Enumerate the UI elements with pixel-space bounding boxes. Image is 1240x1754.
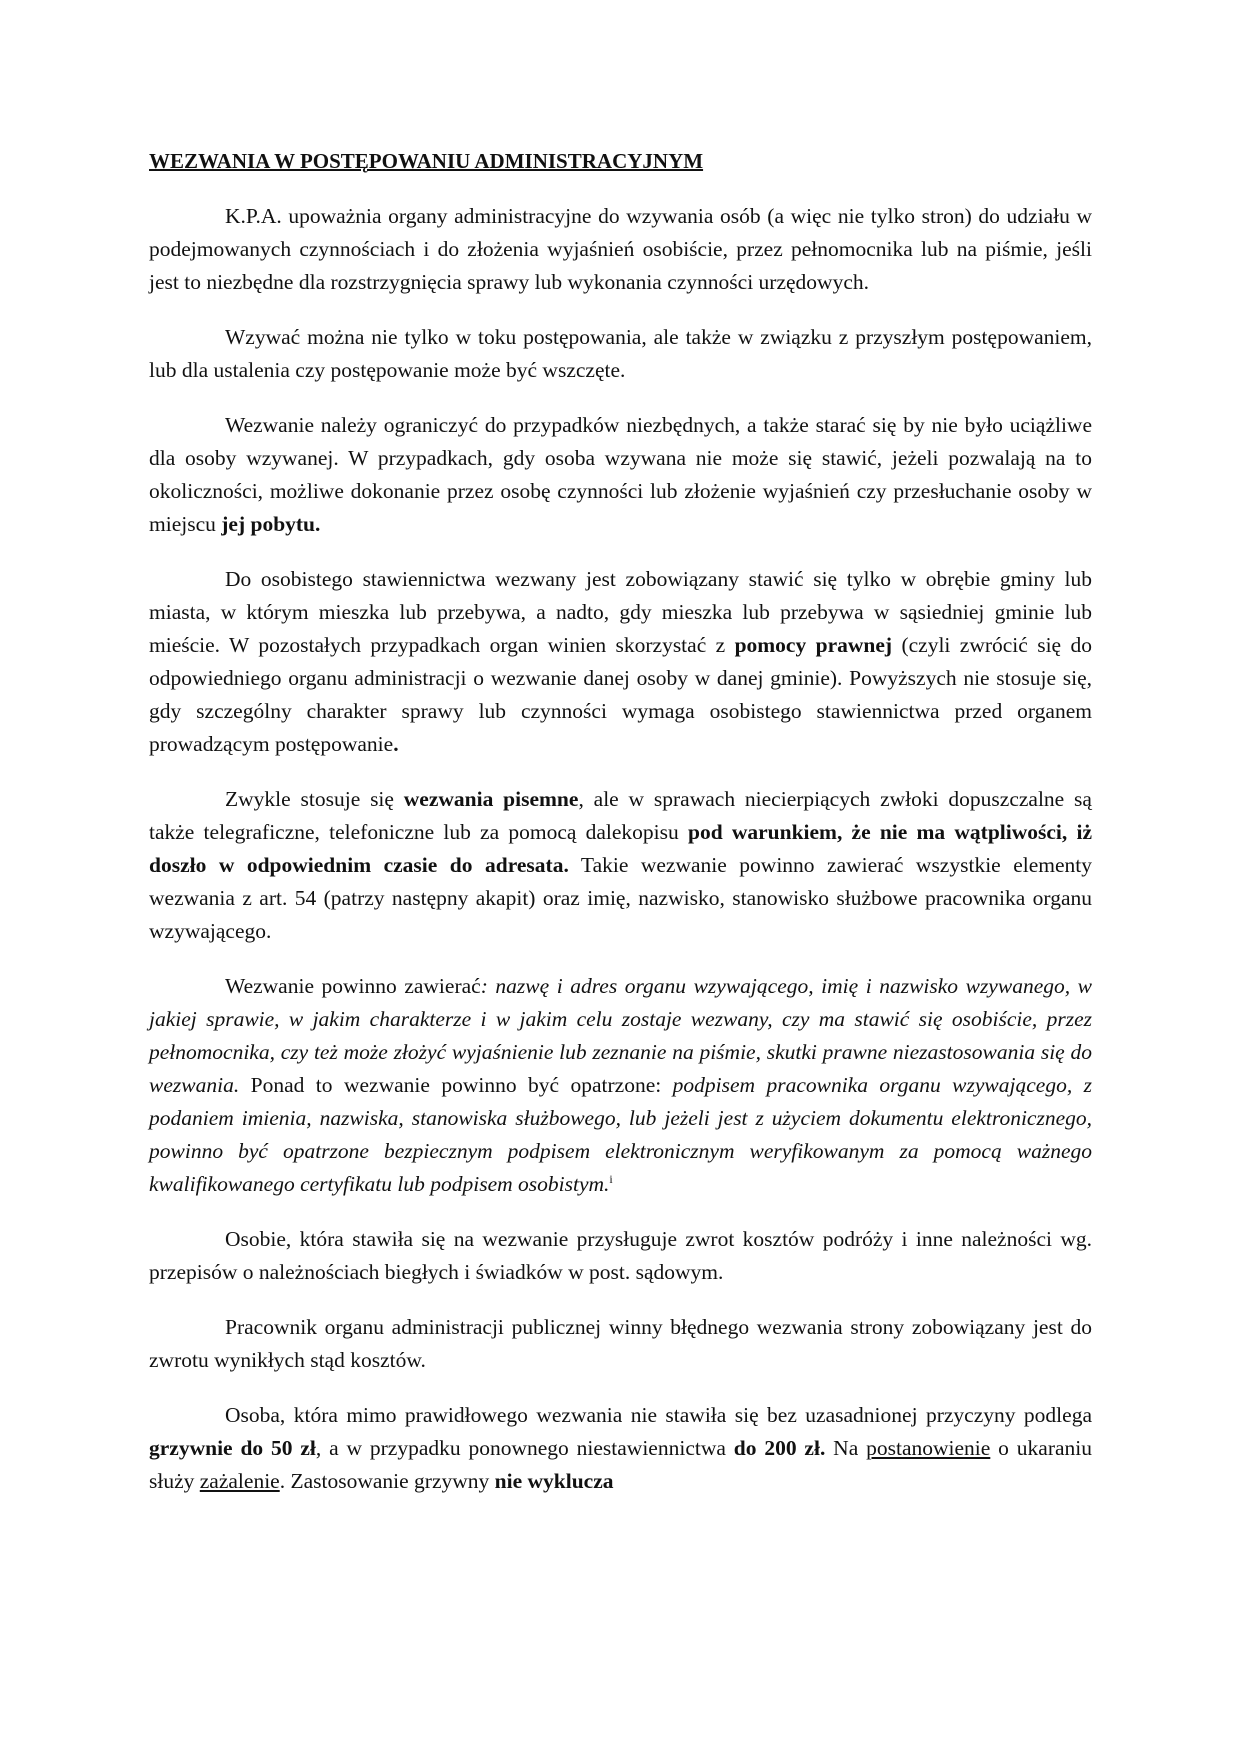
- text-run: o ukaraniu służy: [149, 1436, 1092, 1493]
- text-run: Na: [825, 1436, 867, 1460]
- document-title: WEZWANIA W POSTĘPOWANIU ADMINISTRACYJNYM: [149, 149, 704, 173]
- paragraph: [149, 783, 1092, 948]
- paragraph: [149, 321, 1092, 387]
- text-run: K.P.A. upoważnia organy administracyjne do wzywania osób (a więc nie tylko stron) do udziału w podejmowanych czynnościach i do złożenia wyjaśnień osobiście, przez pełnomocnika lub na piśmie, jeśli jest to niezbędne dla rozstrzygnięcia sprawy lub wykonania czynności urzędowych.: [149, 204, 1092, 294]
- bold-text: do 200 zł.: [733, 1436, 826, 1460]
- text-run: Osobie, która stawiła się na wezwanie przysługuje zwrot kosztów podróży i inne należności wg. przepisów o należnościach biegłych i świadków w post. sądowym.: [149, 1227, 1092, 1284]
- bold-text: grzywnie do 50 zł: [149, 1436, 316, 1460]
- document-page: [149, 146, 1092, 1520]
- text-run: . Zastosowanie grzywny: [279, 1469, 495, 1493]
- bold-text: pomocy prawnej: [734, 633, 893, 657]
- text-run: Pracownik organu administracji publicznej winny błędnego wezwania strony zobowiązany jest do zwrotu wynikłych stąd kosztów.: [149, 1315, 1092, 1372]
- text-run: Wezwanie powinno zawierać: [225, 974, 481, 998]
- text-run: Wezwanie należy ograniczyć do przypadków niezbędnych, a także starać się by nie było uciążliwe dla osoby wzywanej. W przypadkach, gdy osoba wzywana nie może się stawić, jeżeli pozwalają na to okoliczności, możliwe dokonanie przez osobę czynności lub złożenie wyjaśnień czy przesłuchanie osoby w miejscu: [149, 413, 1092, 536]
- text-run: Ponad to wezwanie powinno być opatrzone:: [239, 1073, 673, 1097]
- text-run: Zwykle stosuje się: [225, 787, 404, 811]
- text-run: , a w przypadku ponownego niestawiennictwa: [315, 1436, 734, 1460]
- bold-text: nie wyklucza: [494, 1469, 614, 1493]
- paragraph: [149, 1311, 1092, 1377]
- bold-text: jej pobytu.: [221, 512, 321, 536]
- bold-text: pod warunkiem, że nie ma wątpliwości, iż doszło w odpowiednim czasie do adresata.: [149, 820, 1092, 877]
- italic-text: podpisem pracownika organu wzywającego, z podaniem imienia, nazwiska, stanowiska służbowego, lub jeżeli jest z użyciem dokumentu elektronicznego, powinno być opatrzone bezpiecznym podpisem elektronicznym weryfikowanym za pomocą ważnego kwalifikowanego certyfikatu lub podpisem osobistym.: [149, 1073, 1093, 1196]
- text-run: , ale w sprawach niecierpiących zwłoki dopuszczalne są także telegraficzne, telefoniczne lub za pomocą dalekopisu: [149, 787, 1092, 844]
- text-run: (czyli zwrócić się do odpowiedniego organu administracji o wezwanie danej osoby w danej gminie). Powyższych nie stosuje się, gdy szczególny charakter sprawy lub czynności wymaga osobistego stawiennictwa przed organem prowadzącym postępowanie: [149, 633, 1092, 756]
- paragraph: [149, 563, 1092, 761]
- text-run: Osoba, która mimo prawidłowego wezwania nie stawiła się bez uzasadnionej przyczyny podlega: [225, 1403, 1092, 1427]
- paragraph: [149, 409, 1092, 541]
- underlined-text: postanowienie: [866, 1436, 991, 1460]
- bold-text: .: [393, 732, 399, 756]
- text-run: Takie wezwanie powinno zawierać wszystkie elementy wezwania z art. 54 (patrzy następny akapit) oraz imię, nazwisko, stanowisko służbowe pracownika organu wzywającego.: [149, 853, 1092, 943]
- paragraph: [149, 1223, 1092, 1289]
- footnote-marker: i: [609, 1171, 613, 1186]
- bold-text: wezwania pisemne: [403, 787, 579, 811]
- text-run: Wzywać można nie tylko w toku postępowania, ale także w związku z przyszłym postępowaniem, lub dla ustalenia czy postępowanie może być wszczęte.: [149, 325, 1092, 382]
- paragraph: [149, 970, 1092, 1201]
- italic-text: : nazwę i adres organu wzywającego, imię i nazwisko wzywanego, w jakiej sprawie, w jakim charakterze i w jakim celu zostaje wezwany, czy ma stawić się osobiście, przez pełnomocnika, czy też może złożyć wyjaśnienie lub zeznanie na piśmie, skutki prawne niezastosowania się do wezwania.: [149, 974, 1092, 1097]
- paragraph: [149, 200, 1092, 299]
- underlined-text: zażalenie: [199, 1469, 280, 1493]
- text-run: Do osobistego stawiennictwa wezwany jest zobowiązany stawić się tylko w obrębie gminy lub miasta, w którym mieszka lub przebywa, a nadto, gdy mieszka lub przebywa w sąsiedniej gminie lub mieście. W pozostałych przypadkach organ winien skorzystać z: [149, 567, 1092, 657]
- paragraph: [149, 1399, 1092, 1498]
- document-body: [149, 200, 1092, 1498]
